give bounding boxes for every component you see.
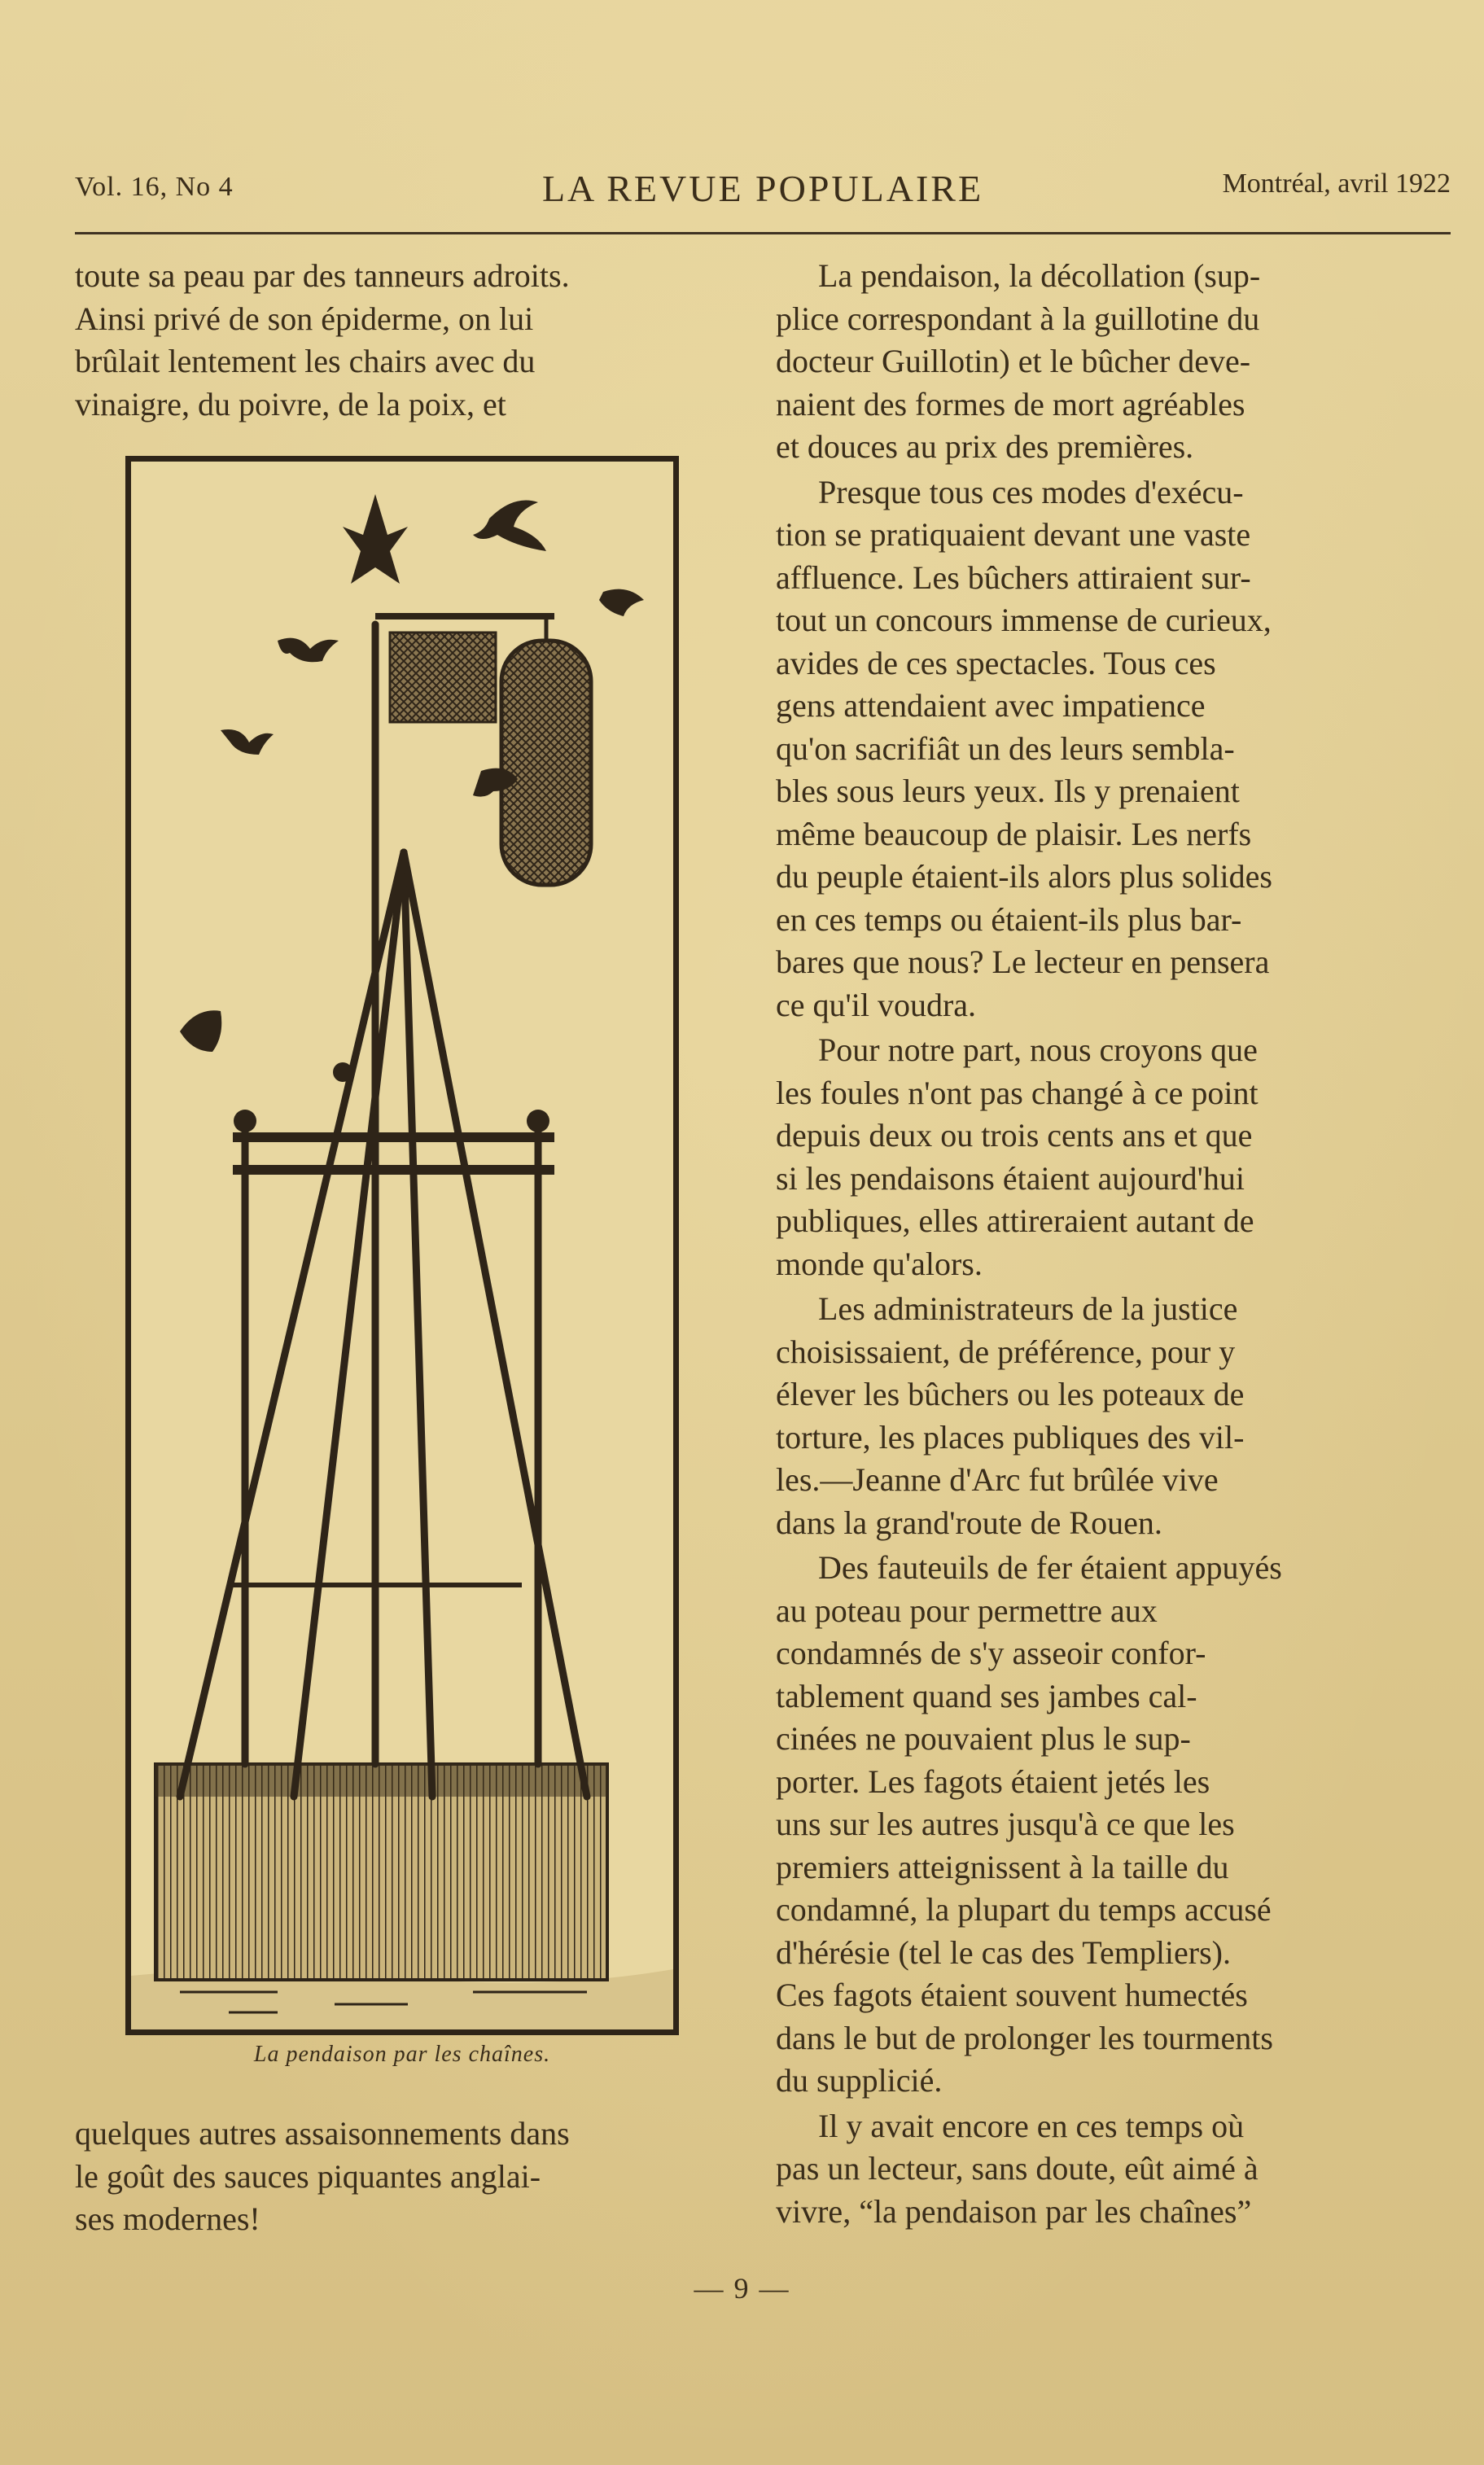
paragraph: Presque tous ces modes d'exécu- tion se pratiquaient devant une vaste affluence. Les bûchers attiraient sur- tout un concours immense de curieux, avides de ces spectacles. Tous ces gens attendaient avec impatience qu'on sacrifiât un des leurs sembla- bles sous leurs yeux. Ils y prenaient même beaucoup de plaisir. Les nerfs du peuple étaient-ils alors plus solides en ces temps ou étaient-ils plus bar- bares que nous? Le lecteur en pensera ce qu'il voudra. [776,473,1272,1023]
paragraph: Les administrateurs de la justice choisissaient, de préférence, pour y élever les bûchers ou les poteaux de torture, les places publiques des vil- les.—Jeanne d'Arc fut brûlée vive dans la grand'route de Rouen. [776,1290,1245,1541]
paragraph: La pendaison, la décollation (sup- plice correspondant à la guillotine du docteur Guillotin) et le bûcher deve- naient des formes de mort agréables et douces au prix des premières. [776,257,1261,465]
left-column-continuation [75,2113,730,2241]
left-column-text-top: toute sa peau par des tanneurs adroits. Ainsi privé de son épiderme, on lui brûlait lentement les chairs avec du vinaigre, du poivre, de la poix, et [75,257,570,423]
paragraph: Des fauteuils de fer étaient appuyés au poteau pour permettre aux condamnés de s'y asseoir confor- tablement quand ses jambes cal- cinées ne pouvaient plus le sup- porter. Les fagots étaient jetés les uns sur les autres jusqu'à ce que les premiers atteignissent à la taille du condamné, la plupart du temps accusé d'hérésie (tel le cas des Templiers). Ces fagots étaient souvent humectés dans le but de prolonger les tourments du supplicié. [776,1549,1282,2099]
volume-number: Vol. 16, No 4 [75,172,234,202]
left-column [75,255,730,426]
right-column [776,255,1435,2235]
left-column-text-bottom: quelques autres assaisonnements dans le goût des sauces piquantes anglai- ses modernes! [75,2115,570,2237]
gibbet-engraving [131,462,673,2029]
paragraph: Pour notre part, nous croyons que les foules n'ont pas changé à ce point depuis deux ou trois cents ans et que si les pendaisons étaient aujourd'hui publiques, elles attireraient autant de monde qu'alors. [776,1031,1259,1282]
figure-caption: La pendaison par les chaînes. [253,2042,551,2067]
running-header [75,167,1451,234]
issue-date: Montréal, avril 1922 [1222,169,1451,199]
page-number: — 9 — [694,2272,790,2305]
engraving-illustration [125,456,679,2035]
journal-title: LA REVUE POPULAIRE [541,168,984,209]
paragraph: Il y avait encore en ces temps où pas un lecteur, sans doute, eût aimé à vivre, “la pendaison par les chaînes” [776,2107,1259,2230]
